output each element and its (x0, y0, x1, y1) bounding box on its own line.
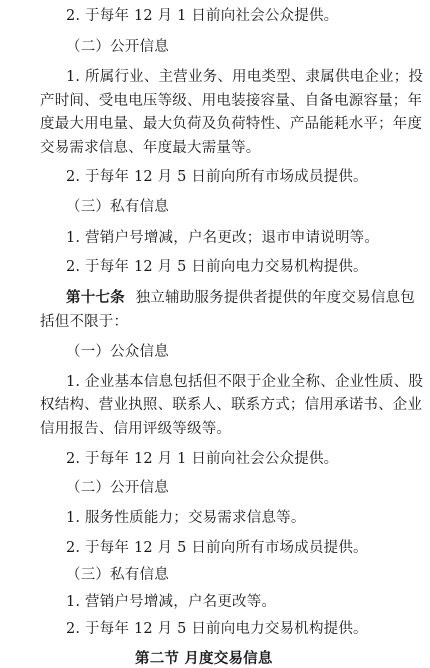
paragraph-item-2-public-deadline: 2. 于每年 12 月 1 日前向社会公众提供。 (66, 8, 339, 24)
paragraph-company-info-line-2: 权结构、营业执照、联系人、联系方式；信用承诺书、企业 (40, 397, 423, 413)
paragraph-service-capability: 1. 服务性质能力；交易需求信息等。 (66, 510, 306, 526)
subheading-open-info-2: （二）公开信息 (66, 480, 169, 496)
paragraph-private-item-1: 1. 营销户号增减，户名更改；退市申请说明等。 (66, 230, 380, 246)
subheading-private-info-2: （三）私有信息 (66, 567, 169, 583)
article-17-line-1 (66, 289, 415, 307)
paragraph-company-info-line-3: 信用报告、信用评级等级等。 (40, 421, 232, 437)
paragraph-item-1-line-1: 1. 所属行业、主营业务、用电类型、隶属供电企业；投 (66, 69, 424, 85)
paragraph-private-item-2: 2. 于每年 12 月 5 日前向电力交易机构提供。 (66, 259, 368, 275)
paragraph-item-1-line-2: 产时间、受电电压等级、用电装接容量、自备电源容量；年 (40, 93, 423, 109)
paragraph-private-item-2b: 2. 于每年 12 月 5 日前向电力交易机构提供。 (66, 621, 368, 637)
paragraph-members-deadline-2: 2. 于每年 12 月 5 日前向所有市场成员提供。 (66, 540, 368, 556)
paragraph-item-1-line-3: 度最大用电量、最大负荷及负荷特性、产品能耗水平；年度 (40, 116, 423, 132)
article-17-line-2: 括但不限于： (40, 314, 129, 330)
paragraph-item-2-members-deadline: 2. 于每年 12 月 5 日前向所有市场成员提供。 (66, 169, 368, 185)
paragraph-company-info-line-1: 1. 企业基本信息包括但不限于企业全称、企业性质、股 (66, 374, 424, 390)
subheading-public-info: （一）公众信息 (66, 344, 169, 360)
paragraph-item-1-line-4: 交易需求信息、年度最大需量等。 (40, 140, 261, 156)
paragraph-public-deadline-2: 2. 于每年 12 月 1 日前向社会公众提供。 (66, 451, 339, 467)
paragraph-private-item-1b: 1. 营销户号增减，户名更改等。 (66, 594, 277, 610)
article-17-text: 独立辅助服务提供者提供的年度交易信息包 (135, 290, 415, 306)
section-heading: 第二节 月度交易信息 (135, 650, 273, 667)
article-17-label: 第十七条 (66, 289, 125, 306)
subheading-open-info: （二）公开信息 (66, 39, 169, 55)
subheading-private-info: （三）私有信息 (66, 199, 169, 215)
